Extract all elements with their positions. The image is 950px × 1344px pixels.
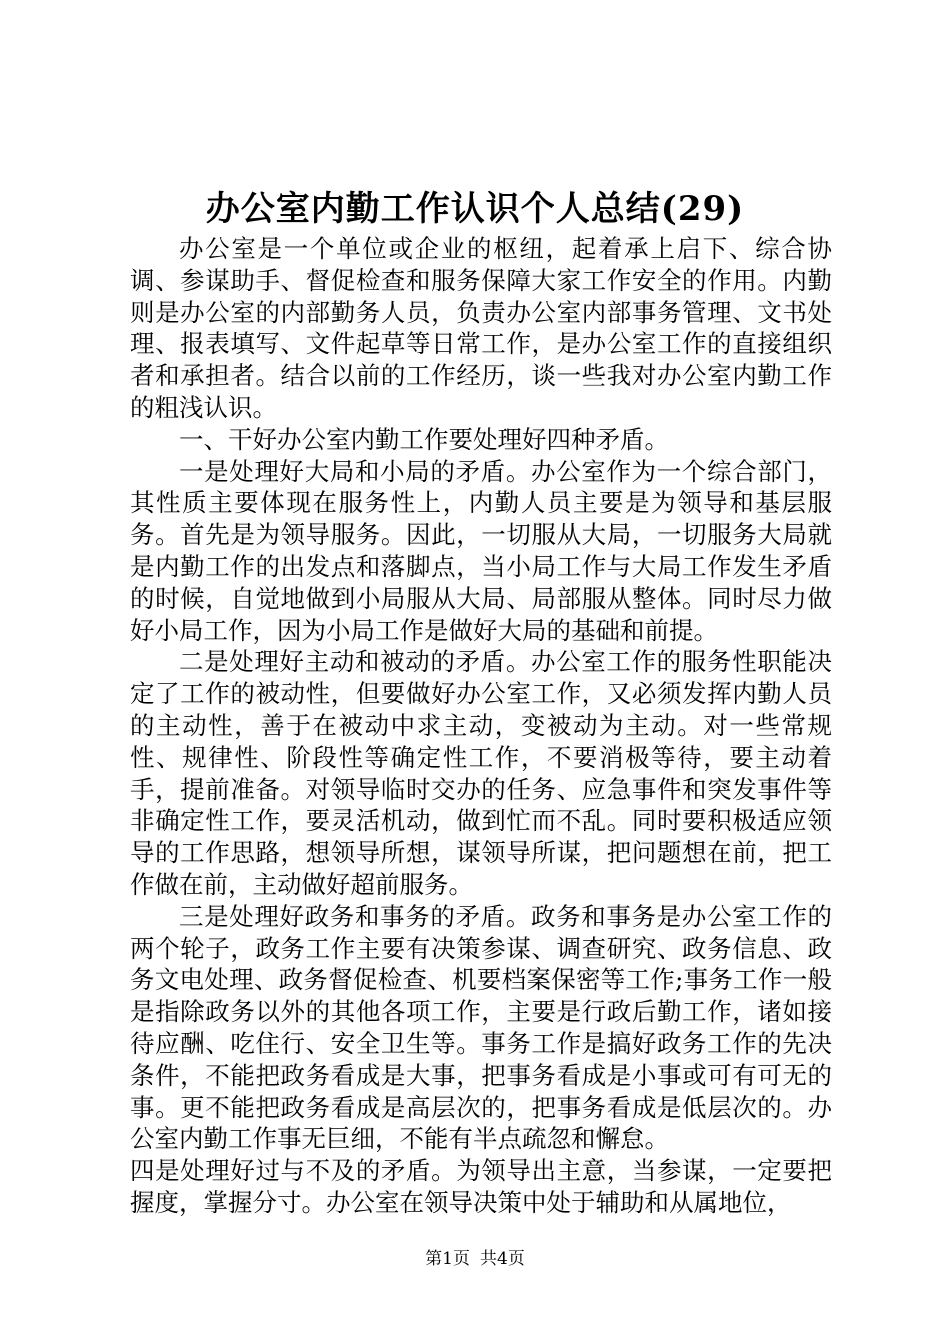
paragraph-intro: 办公室是一个单位或企业的枢纽，起着承上启下、综合协调、参谋助手、督促检查和服务保障大家工作安全的作用。内勤则是办公室的内部勤务人员，负责办公室内部事务管理、文书处理、报表填写、文件起草等日常工作，是办公室工作的直接组织者和承担者。结合以前的工作经历，谈一些我对办公室内勤工作的粗浅认识。	[130, 234, 832, 422]
page-footer	[0, 1248, 950, 1270]
page-number: 第1页	[425, 1249, 470, 1269]
paragraph-point-3: 三是处理好政务和事务的矛盾。政务和事务是办公室工作的两个轮子，政务工作主要有决策参谋、调查研究、政务信息、政务文电处理、政务督促检查、机要档案保密等工作;事务工作一般是指除政务以外的其他各项工作，主要是行政后勤工作，诸如接待应酬、吃住行、安全卫生等。事务工作是搞好政务工作的先决条件，不能把政务看成是大事，把事务看成是小事或可有可无的事。更不能把政务看成是高层次的，把事务看成是低层次的。办公室内勤工作事无巨细，不能有半点疏忽和懈怠。	[130, 901, 832, 1154]
paragraph-point-4: 四是处理好过与不及的矛盾。为领导出主意，当参谋，一定要把握度，掌握分寸。办公室在领导决策中处于辅助和从属地位，	[130, 1156, 832, 1217]
document-body	[130, 233, 832, 1219]
paragraph-point-2: 二是处理好主动和被动的矛盾。办公室工作的服务性职能决定了工作的被动性，但要做好办公室工作，又必须发挥内勤人员的主动性，善于在被动中求主动，变被动为主动。对一些常规性、规律性、阶段性等确定性工作，不要消极等待，要主动着手，提前准备。对领导临时交办的任务、应急事件和突发事件等非确定性工作，要灵活机动，做到忙而不乱。同时要积极适应领导的工作思路，想领导所想，谋领导所谋，把问题想在前，把工作做在前，主动做好超前服务。	[130, 647, 832, 899]
paragraph-point-1: 一是处理好大局和小局的矛盾。办公室作为一个综合部门，其性质主要体现在服务性上，内勤人员主要是为领导和基层服务。首先是为领导服务。因此，一切服从大局，一切服务大局就是内勤工作的出发点和落脚点，当小局工作与大局工作发生矛盾的时候，自觉地做到小局服从大局、局部服从整体。同时尽力做好小局工作，因为小局工作是做好大局的基础和前提。	[130, 456, 832, 645]
document-title: 办公室内勤工作认识个人总结(29)	[205, 189, 745, 229]
page-total: 共4页	[480, 1249, 525, 1269]
section-heading: 一、干好办公室内勤工作要处理好四种矛盾。	[179, 424, 669, 454]
